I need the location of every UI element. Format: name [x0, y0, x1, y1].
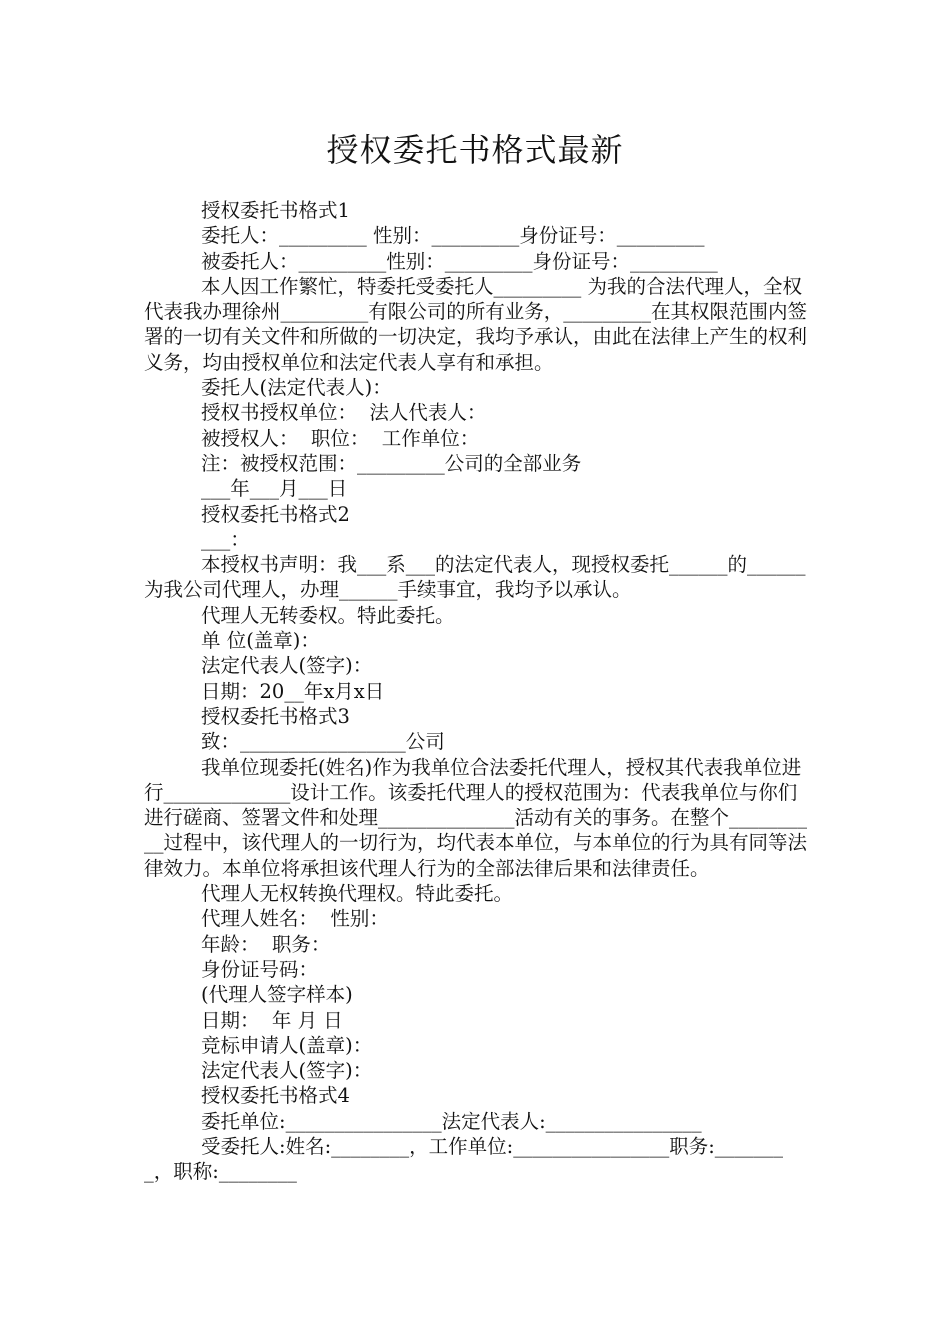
document-paragraph: 授权书授权单位： 法人代表人： — [201, 401, 487, 425]
document-title: 授权委托书格式最新 — [326, 131, 624, 169]
document-paragraph: 法定代表人(签字)： — [201, 654, 373, 678]
document-paragraph: 代理人无转委权。特此委托。 — [201, 603, 455, 627]
document-paragraph: 我单位现委托(姓名)作为我单位合法委托代理人，授权其代表我单位进行_____________设计工作。该委托代理人的授权范围为：代表我单位与你们进行磋商、签署文件和处理______________活动有关的事务。在整个__________过程中，该代理人的一切行为，均代表本单位，与本单位的行为具有同等法律效力。本单位将承担该代理人行为的全部法律后果和法律责任。 — [144, 755, 808, 880]
document-paragraph: 授权委托书格式1 — [201, 199, 350, 222]
document-paragraph: 年龄： 职务： — [201, 932, 331, 956]
document-paragraph: 授权委托书格式3 — [201, 704, 350, 728]
document-paragraph: ___： — [201, 527, 250, 551]
document-paragraph: 本人因工作繁忙，特委托受委托人_________ 为我的合法代理人，全权代表我办理徐州_________有限公司的所有业务，_________在其权限范围内签署的一切有关文件和所做的一切决定，我均予承认，由此在法律上产生的权利义务，均由授权单位和法定代表人享有和承担。 — [144, 274, 808, 374]
document-paragraph: 被授权人： 职位： 工作单位： — [201, 426, 480, 450]
document-paragraph: 代理人无权转换代理权。特此委托。 — [201, 882, 514, 906]
document-paragraph: 委托单位:________________法定代表人:________________ — [201, 1109, 702, 1133]
document-paragraph: 委托人(法定代表人)： — [201, 376, 392, 400]
document-paragraph: 委托人：_________ 性别：_________身份证号：_________ — [201, 224, 705, 248]
document-body — [144, 198, 808, 1185]
document-paragraph: 致：_________________公司 — [201, 730, 445, 754]
document-paragraph: 代理人姓名： 性别： — [201, 907, 389, 931]
document-paragraph: 身份证号码： — [201, 957, 319, 981]
document-paragraph: 单 位(盖章)： — [201, 629, 320, 653]
document-paragraph: 被委托人：_________性别：_________身份证号：_________ — [201, 249, 718, 273]
document-paragraph: 授权委托书格式4 — [201, 1084, 350, 1108]
document-paragraph: 法定代表人(签字)： — [201, 1059, 373, 1083]
document-paragraph: 授权委托书格式2 — [201, 502, 350, 526]
document-paragraph: 日期：20__年x月x日 — [201, 679, 385, 703]
document-paragraph: 日期： 年 月 日 — [201, 1008, 343, 1032]
document-paragraph: (代理人签字样本) — [201, 983, 353, 1007]
document-paragraph: 注：被授权范围：_________公司的全部业务 — [201, 451, 582, 475]
document-paragraph: 本授权书声明：我___系___的法定代表人，现授权委托______的______为我公司代理人，办理______手续事宜，我均予以承认。 — [144, 553, 806, 602]
document-paragraph: 受委托人:姓名:________，工作单位:________________职务:________，职称:________ — [144, 1134, 784, 1184]
document-paragraph: ___年___月___日 — [201, 477, 348, 501]
document-paragraph: 竞标申请人(盖章)： — [201, 1033, 373, 1057]
